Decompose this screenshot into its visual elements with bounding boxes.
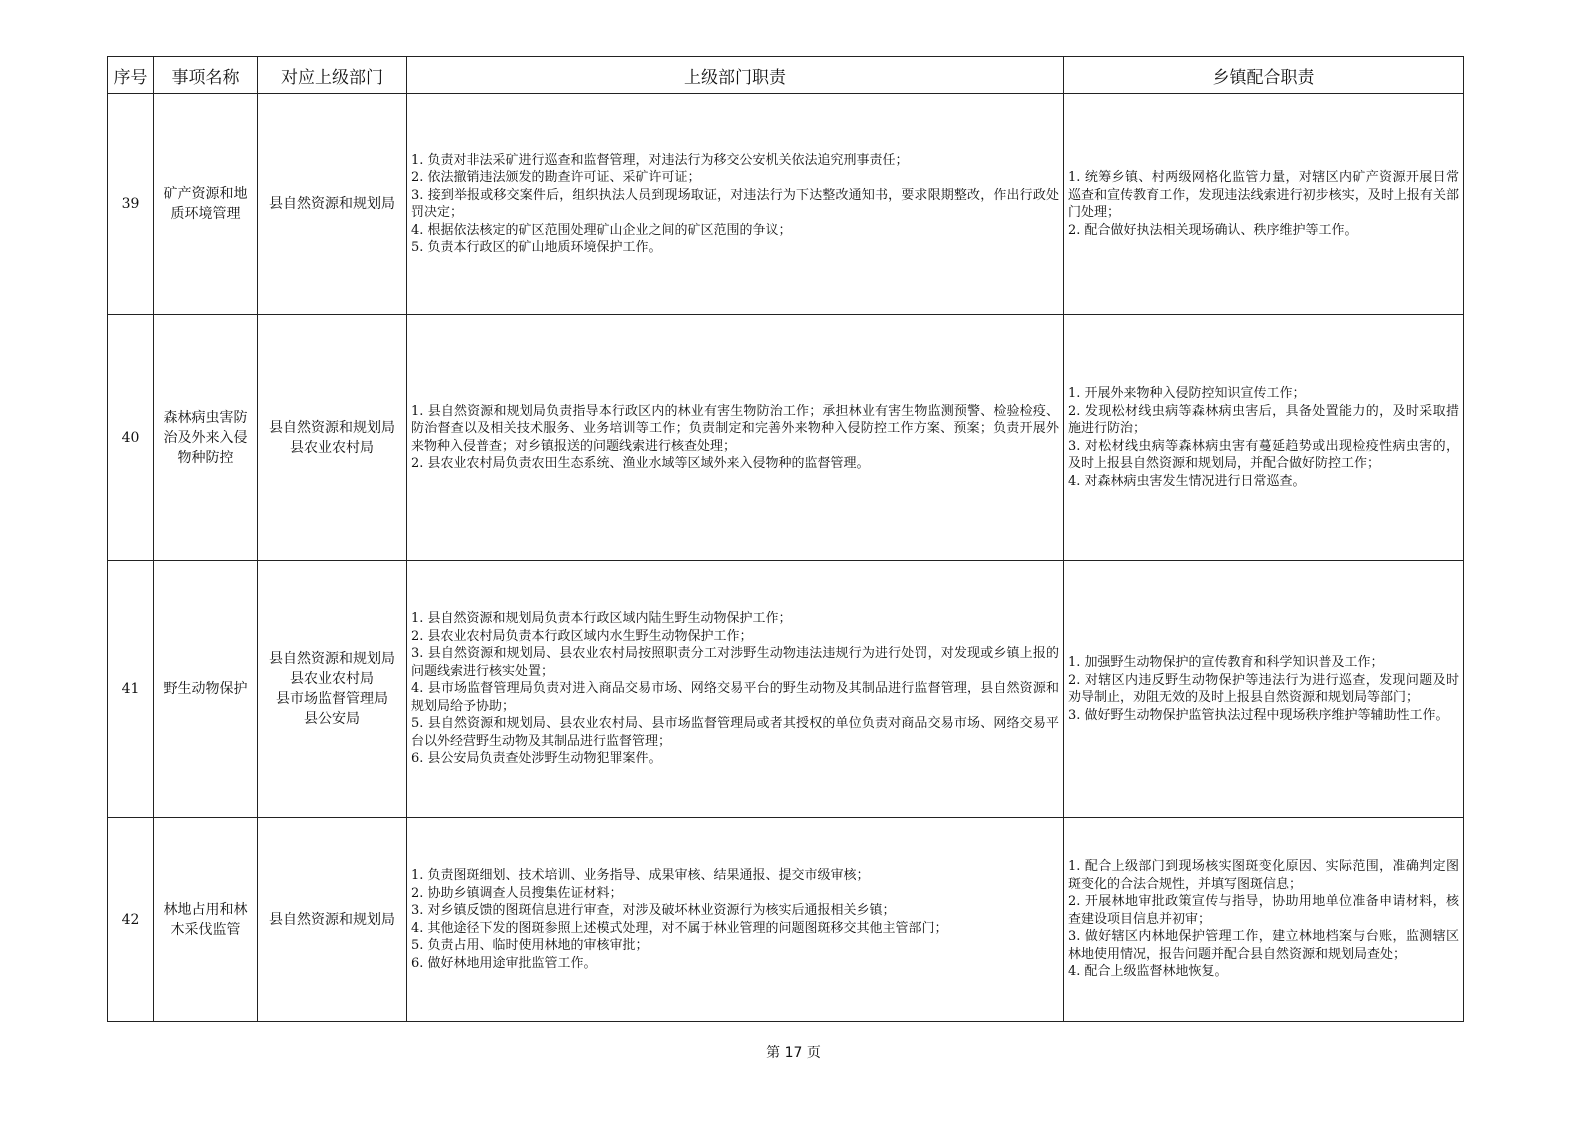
upper-duty-item: 1. 负责对非法采矿进行巡查和监督管理，对违法行为移交公安机关依法追究刑事责任； bbox=[411, 152, 909, 168]
upper-duty-item: 3. 对乡镇反馈的图斑信息进行审查，对涉及破坏林业资源行为核实后通报相关乡镇； bbox=[411, 903, 896, 918]
upper-duty-item: 3. 县自然资源和规划局、县农业农村局按照职责分工对涉野生动物违法违规行为进行处罚，对发现或乡镇上报的问题线索进行核实处置； bbox=[411, 646, 1059, 679]
upper-duties-list bbox=[407, 818, 1064, 1022]
item-name: 矿产资源和地质环境管理 bbox=[154, 94, 258, 315]
table-row bbox=[108, 94, 1464, 315]
item-name: 林地占用和林木采伐监管 bbox=[154, 818, 258, 1022]
duty-table bbox=[107, 56, 1464, 1022]
upper-duty-item: 4. 县市场监督管理局负责对进入商品交易市场、网络交易平台的野生动物及其制品进行监督管理，县自然资源和规划局给予协助； bbox=[411, 681, 1059, 714]
row-number: 42 bbox=[108, 818, 154, 1022]
town-duty-item: 2. 开展林地审批政策宣传与指导，协助用地单位准备申请材料，核查建设项目信息并初审； bbox=[1068, 894, 1459, 927]
upper-duty-item: 5. 负责占用、临时使用林地的审核审批； bbox=[411, 938, 649, 953]
town-duty-item: 3. 做好野生动物保护监管执法过程中现场秩序维护等辅助性工作。 bbox=[1068, 707, 1449, 723]
upper-duties-list bbox=[407, 315, 1064, 561]
town-duty-item: 1. 开展外来物种入侵防控知识宣传工作； bbox=[1068, 386, 1306, 401]
town-duty-item: 2. 对辖区内违反野生动物保护等违法行为进行巡查，发现问题及时劝导制止，劝阻无效的及时上报县自然资源和规划局等部门； bbox=[1068, 672, 1459, 705]
department-name: 县自然资源和规划局 bbox=[269, 419, 395, 436]
header-town-duties: 乡镇配合职责 bbox=[1064, 57, 1464, 94]
upper-department-list bbox=[258, 315, 407, 561]
town-duties-list bbox=[1064, 315, 1464, 561]
department-name: 县公安局 bbox=[304, 711, 360, 727]
town-duty-item: 2. 配合做好执法相关现场确认、秩序维护等工作。 bbox=[1068, 222, 1358, 238]
header-upper-department: 对应上级部门 bbox=[258, 57, 407, 94]
upper-duty-item: 1. 县自然资源和规划局负责指导本行政区内的林业有害生物防治工作；承担林业有害生物监测预警、检验检疫、防治督查以及相关技术服务、业务培训等工作；负责制定和完善外来物种入侵防控工作方案、预案；负责开展外来物种入侵普查；对乡镇报送的问题线索进行核查处理； bbox=[411, 403, 1059, 454]
upper-department-list bbox=[258, 94, 407, 315]
upper-duty-item: 3. 接到举报或移交案件后，组织执法人员到现场取证，对违法行为下达整改通知书，要求限期整改，作出行政处罚决定； bbox=[411, 187, 1059, 220]
upper-duty-item: 6. 县公安局负责查处涉野生动物犯罪案件。 bbox=[411, 751, 662, 767]
row-number: 41 bbox=[108, 561, 154, 818]
table-row bbox=[108, 315, 1464, 561]
town-duty-item: 3. 对松材线虫病等森林病虫害有蔓延趋势或出现检疫性病虫害的，及时上报县自然资源和规划局，并配合做好防控工作； bbox=[1068, 438, 1459, 471]
upper-duty-item: 1. 县自然资源和规划局负责本行政区域内陆生野生动物保护工作； bbox=[411, 611, 792, 627]
header-upper-duties: 上级部门职责 bbox=[407, 57, 1064, 94]
upper-duty-item: 5. 县自然资源和规划局、县农业农村局、县市场监督管理局或者其授权的单位负责对商品交易市场、网络交易平台以外经营野生动物及其制品进行监督管理； bbox=[411, 716, 1059, 749]
item-name: 野生动物保护 bbox=[154, 561, 258, 818]
table-row bbox=[108, 818, 1464, 1022]
table-row bbox=[108, 561, 1464, 818]
department-name: 县自然资源和规划局 bbox=[269, 651, 395, 667]
upper-duty-item: 4. 其他途径下发的图斑参照上述模式处理，对不属于林业管理的问题图斑移交其他主管部门； bbox=[411, 920, 948, 936]
upper-duty-item: 1. 负责图斑细划、技术培训、业务指导、成果审核、结果通报、提交市级审核； bbox=[411, 868, 870, 883]
department-name: 县市场监督管理局 bbox=[276, 691, 388, 707]
upper-duty-item: 2. 依法撤销违法颁发的勘查许可证、采矿许可证； bbox=[411, 170, 701, 185]
header-item-name: 事项名称 bbox=[154, 57, 258, 94]
town-duty-item: 1. 配合上级部门到现场核实图斑变化原因、实际范围，准确判定图斑变化的合法合规性，并填写图斑信息； bbox=[1068, 859, 1459, 892]
upper-duty-item: 2. 县农业农村局负责农田生态系统、渔业水域等区域外来入侵物种的监督管理。 bbox=[411, 456, 870, 471]
department-name: 县农业农村局 bbox=[290, 439, 374, 456]
town-duty-item: 1. 加强野生动物保护的宣传教育和科学知识普及工作； bbox=[1068, 655, 1384, 670]
department-name: 县自然资源和规划局 bbox=[269, 911, 395, 928]
department-name: 县自然资源和规划局 bbox=[269, 196, 395, 212]
row-number: 40 bbox=[108, 315, 154, 561]
town-duties-list bbox=[1064, 818, 1464, 1022]
table-header-row bbox=[108, 57, 1464, 94]
upper-department-list bbox=[258, 561, 407, 818]
town-duties-list bbox=[1064, 94, 1464, 315]
upper-duty-item: 4. 根据依法核定的矿区范围处理矿山企业之间的矿区范围的争议； bbox=[411, 222, 792, 238]
upper-department-list bbox=[258, 818, 407, 1022]
upper-duty-item: 2. 县农业农村局负责本行政区域内水生野生动物保护工作； bbox=[411, 628, 753, 644]
header-no: 序号 bbox=[108, 57, 154, 94]
town-duty-item: 4. 对森林病虫害发生情况进行日常巡查。 bbox=[1068, 473, 1306, 489]
upper-duty-item: 5. 负责本行政区的矿山地质环境保护工作。 bbox=[411, 240, 662, 255]
upper-duty-item: 2. 协助乡镇调查人员搜集佐证材料； bbox=[411, 885, 623, 901]
row-number: 39 bbox=[108, 94, 154, 315]
item-name: 森林病虫害防治及外来入侵物种防控 bbox=[154, 315, 258, 561]
town-duties-list bbox=[1064, 561, 1464, 818]
upper-duties-list bbox=[407, 561, 1064, 818]
upper-duty-item: 6. 做好林地用途审批监管工作。 bbox=[411, 955, 597, 971]
town-duty-item: 1. 统筹乡镇、村两级网格化监管力量，对辖区内矿产资源开展日常巡查和宣传教育工作，发现违法线索进行初步核实，及时上报有关部门处理； bbox=[1068, 170, 1459, 220]
town-duty-item: 2. 发现松材线虫病等森林病虫害后，具备处置能力的，及时采取措施进行防治； bbox=[1068, 403, 1459, 436]
department-name: 县农业农村局 bbox=[290, 671, 374, 687]
town-duty-item: 4. 配合上级监督林地恢复。 bbox=[1068, 964, 1228, 980]
upper-duties-list bbox=[407, 94, 1064, 315]
town-duty-item: 3. 做好辖区内林地保护管理工作，建立林地档案与台账，监测辖区林地使用情况，报告问题并配合县自然资源和规划局查处； bbox=[1068, 929, 1459, 962]
page-number: 第 17 页 bbox=[766, 1045, 821, 1061]
